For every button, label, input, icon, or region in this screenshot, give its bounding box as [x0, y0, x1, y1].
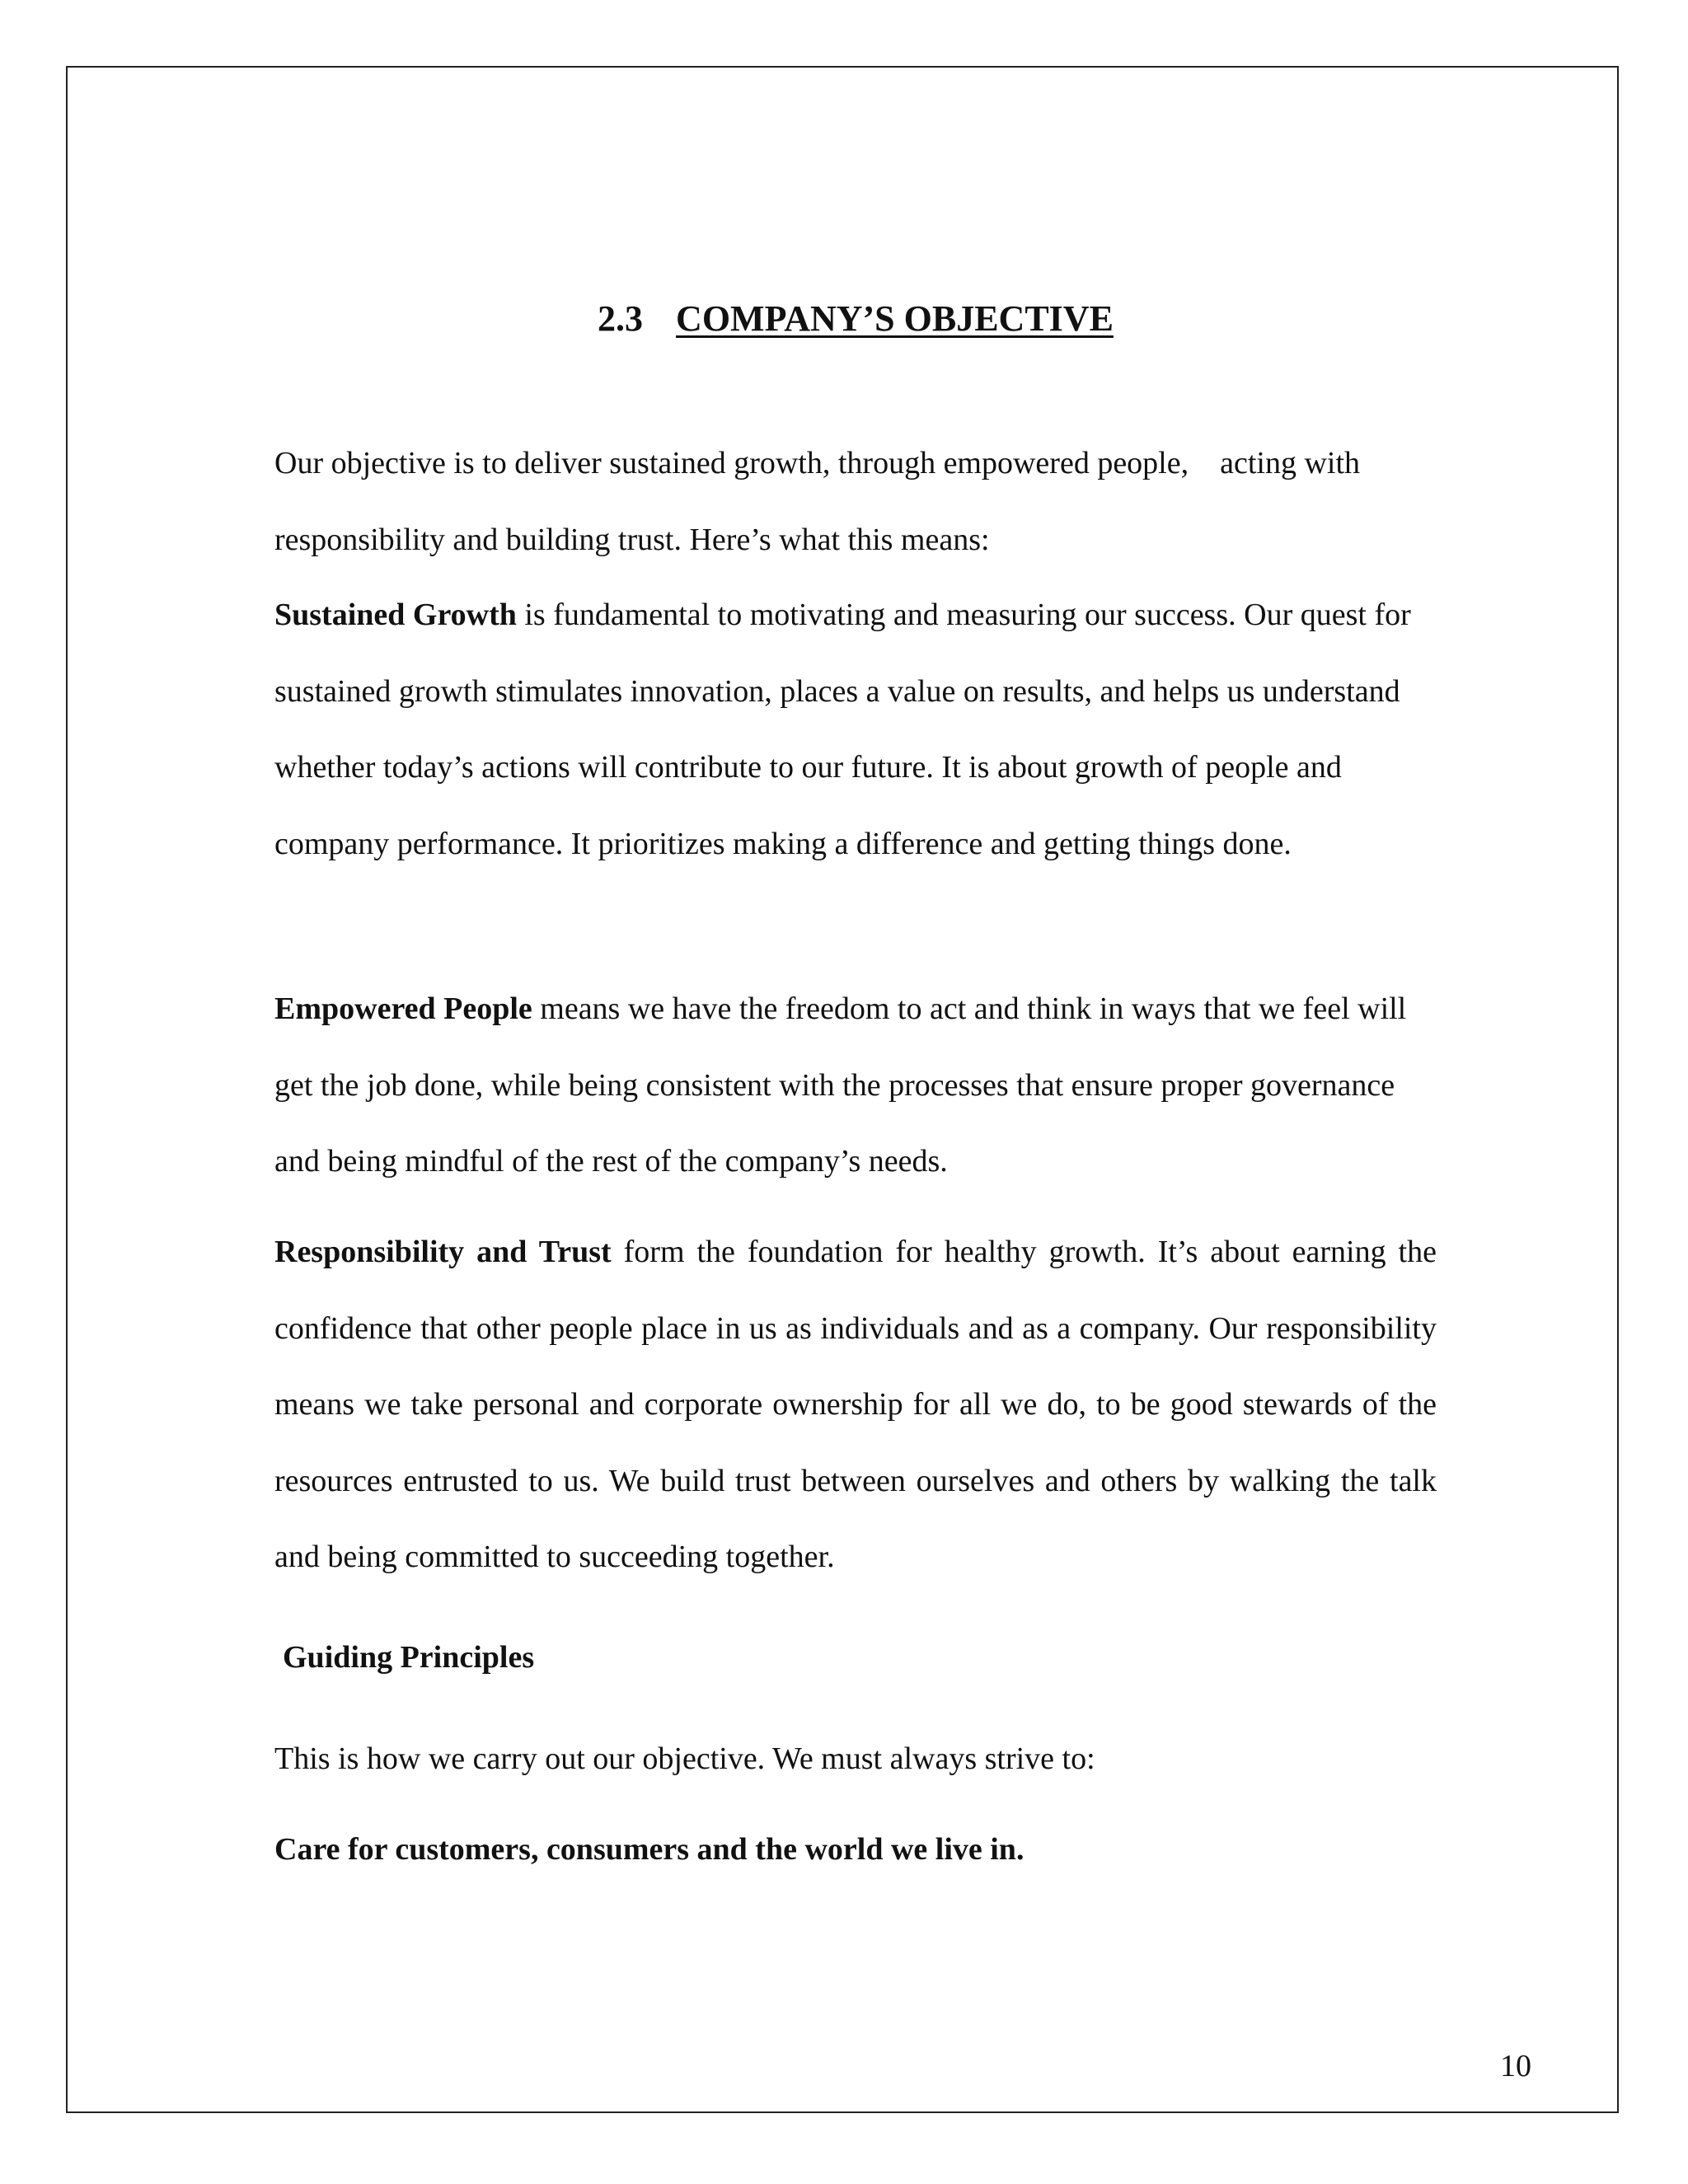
guiding-principles-intro: This is how we carry out our objective. We must always strive to:	[274, 1741, 1095, 1776]
sustained-growth-term: Sustained Growth	[274, 598, 517, 632]
section-title: COMPANY’S OBJECTIVE	[676, 298, 1114, 340]
section-heading	[274, 296, 1437, 342]
sustained-growth-paragraph	[274, 577, 1437, 882]
first-guiding-principle: Care for customers, consumers and the world we live in.	[274, 1832, 1025, 1867]
empowered-people-paragraph	[274, 971, 1437, 1200]
section-number: 2.3	[598, 298, 644, 340]
guiding-principles-heading: Guiding Principles	[283, 1640, 535, 1675]
responsibility-trust-paragraph	[274, 1214, 1437, 1596]
empowered-people-text: means we have the freedom to act and think in ways that we feel will get the job done, while being consistent with the processes that ensure proper governance and being mindful of the rest of the company’s needs.	[274, 991, 1407, 1179]
responsibility-trust-text: form the foundation for healthy growth. It’s about earning the confidence that other people place in us as individuals and as a company. Our responsibility means we take personal and corporate ownership for all we do, to be good stewards of the resources entrusted to us. We build trust between ourselves and others by walking the talk and being committed to succeeding together.	[274, 1235, 1437, 1574]
intro-paragraph: Our objective is to deliver sustained growth, through empowered people, acting with responsibility and building trust. Here’s what this means:	[274, 446, 1368, 557]
empowered-people-term: Empowered People	[274, 991, 532, 1026]
page-number: 10	[1500, 2049, 1531, 2083]
responsibility-trust-term: Responsibility and Trust	[274, 1235, 612, 1269]
sustained-growth-text: is fundamental to motivating and measuring our success. Our quest for sustained growth stimulates innovation, places a value on results, and helps us understand whether today’s actions will contribute to our future. It is about growth of people and company performance. It prioritizes making a difference and getting things done.	[274, 598, 1411, 861]
